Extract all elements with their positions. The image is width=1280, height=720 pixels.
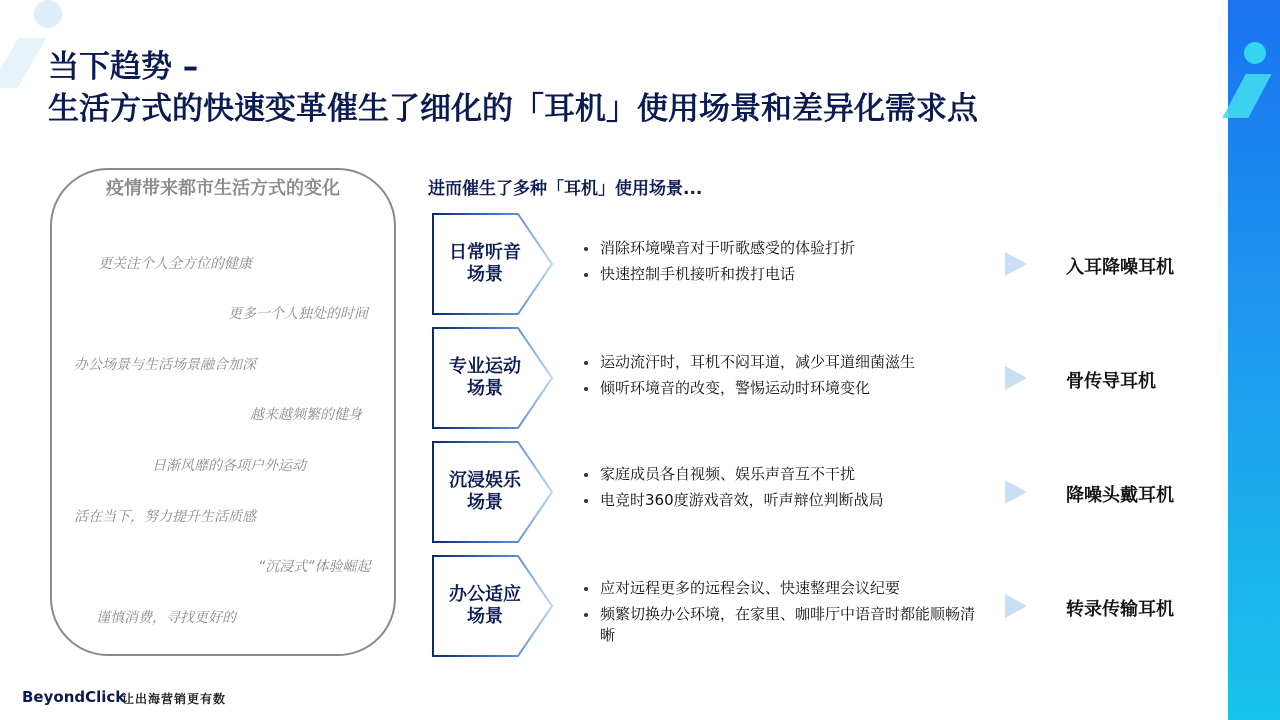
scenario-needs-list	[582, 578, 977, 651]
scenario-chevron	[432, 213, 554, 315]
trend-item: “沉浸式”体验崛起	[258, 559, 371, 575]
trend-item: 活在当下，努力提升生活质感	[74, 509, 256, 525]
brand-tagline: 让出海营销更有数	[122, 692, 227, 706]
scenario-name: 日常听音	[449, 242, 521, 263]
page-title-line1: 当下趋势 –	[48, 49, 199, 85]
scenario-suffix: 场景	[467, 378, 503, 399]
scenario-suffix: 场景	[467, 606, 503, 627]
need-item: 频繁切换办公环境，在家里、咖啡厅中语音时都能顺畅清晰	[582, 604, 977, 646]
decorative-circle	[34, 0, 62, 28]
scenario-needs-list	[582, 238, 982, 290]
trend-item: 谨慎消费，寻找更好的	[96, 610, 236, 626]
decorative-slash	[0, 38, 46, 88]
scenario-chevron	[432, 327, 554, 429]
scenario-suffix: 场景	[467, 492, 503, 513]
need-item: 倾听环境音的改变，警惕运动时环境变化	[582, 378, 982, 399]
product-type: 入耳降噪耳机	[1066, 257, 1174, 278]
scenario-needs-list	[582, 352, 982, 404]
scenario-name: 办公适应	[449, 584, 521, 605]
need-item: 运动流汗时，耳机不闷耳道，减少耳道细菌滋生	[582, 352, 982, 373]
need-item: 家庭成员各自视频、娱乐声音互不干扰	[582, 464, 982, 485]
need-item: 应对远程更多的远程会议、快速整理会议纪要	[582, 578, 977, 599]
scenario-label	[432, 327, 538, 429]
need-item: 快速控制手机接听和拨打电话	[582, 264, 982, 285]
trend-item: 越来越频繁的健身	[250, 407, 362, 423]
page-title	[48, 46, 978, 130]
need-item: 消除环境噪音对于听歌感受的体验打折	[582, 238, 982, 259]
product-type: 降噪头戴耳机	[1066, 485, 1174, 506]
scenario-label	[432, 213, 538, 315]
scenarios-heading: 进而催生了多种「耳机」使用场景...	[428, 179, 703, 199]
need-item: 电竞时360度游戏音效，听声辩位判断战局	[582, 490, 982, 511]
accent-bar-circle	[1244, 42, 1266, 64]
scenario-label	[432, 441, 538, 543]
trend-item: 日渐风靡的各项户外运动	[152, 458, 306, 474]
product-type: 转录传输耳机	[1066, 599, 1174, 620]
scenario-chevron	[432, 441, 554, 543]
play-arrow-icon	[1005, 252, 1027, 276]
play-arrow-icon	[1005, 480, 1027, 504]
lifestyle-panel-title: 疫情带来都市生活方式的变化	[106, 178, 340, 199]
trend-item: 更关注个人全方位的健康	[98, 256, 252, 272]
scenario-chevron	[432, 555, 554, 657]
play-arrow-icon	[1005, 594, 1027, 618]
page-title-line2: 生活方式的快速变革催生了细化的「耳机」使用场景和差异化需求点	[48, 91, 978, 127]
scenario-name: 专业运动	[449, 356, 521, 377]
scenario-name: 沉浸娱乐	[449, 470, 521, 491]
play-arrow-icon	[1005, 366, 1027, 390]
scenario-suffix: 场景	[467, 264, 503, 285]
trend-item: 办公场景与生活场景融合加深	[74, 357, 256, 373]
scenario-label	[432, 555, 538, 657]
product-type: 骨传导耳机	[1066, 371, 1156, 392]
trend-item: 更多一个人独处的时间	[228, 306, 368, 322]
scenario-needs-list	[582, 464, 982, 516]
brand-logo: BeyondClick	[22, 688, 126, 706]
